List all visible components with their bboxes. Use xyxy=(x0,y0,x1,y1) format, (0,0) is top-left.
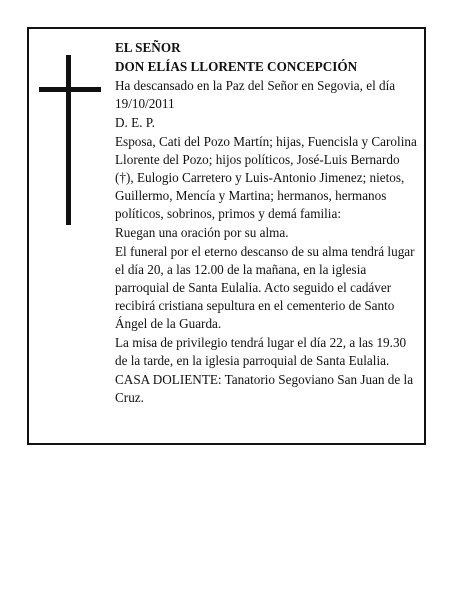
prayer-request: Ruegan una oración por su alma. xyxy=(115,225,289,240)
cross-icon xyxy=(39,55,101,225)
funeral-details: El funeral por el eterno descanso de su alma tendrá lugar el día 20, a las 12.00 de la mañana, en la iglesia parroquial de Santa Eulalia. Acto seguido el cadáver recibirá cristiana sepultura en el cementerio de Santo Ángel de la Guarda. xyxy=(115,244,415,331)
deceased-name: DON ELÍAS LLORENTE CONCEPCIÓN xyxy=(115,59,358,74)
obituary-notice xyxy=(27,27,426,445)
funeral-home: CASA DOLIENTE: Tanatorio Segoviano San Juan de la Cruz. xyxy=(115,372,414,405)
rip-line: D. E. P. xyxy=(115,115,155,130)
notice-text xyxy=(115,39,421,408)
family-list: Esposa, Cati del Pozo Martín; hijas, Fuencisla y Carolina Llorente del Pozo; hijos políticos, José-Luis Bernardo (†), Eulogio Carretero y Luis-Antonio Jimenez; nietos, Guillermo, Mencía y Martina; hermanos, hermanos políticos, sobrinos, primos y demá familia: xyxy=(115,134,417,221)
death-announcement: Ha descansado en la Paz del Señor en Segovia, el día 19/10/2011 xyxy=(115,78,396,111)
cross-horizontal-bar xyxy=(39,87,101,92)
mass-details: La misa de privilegio tendrá lugar el día 22, a las 19.30 de la tarde, en la iglesia parroquial de Santa Eulalia. xyxy=(115,335,407,368)
title-line-1: EL SEÑOR xyxy=(115,40,181,55)
cross-vertical-bar xyxy=(66,55,71,225)
